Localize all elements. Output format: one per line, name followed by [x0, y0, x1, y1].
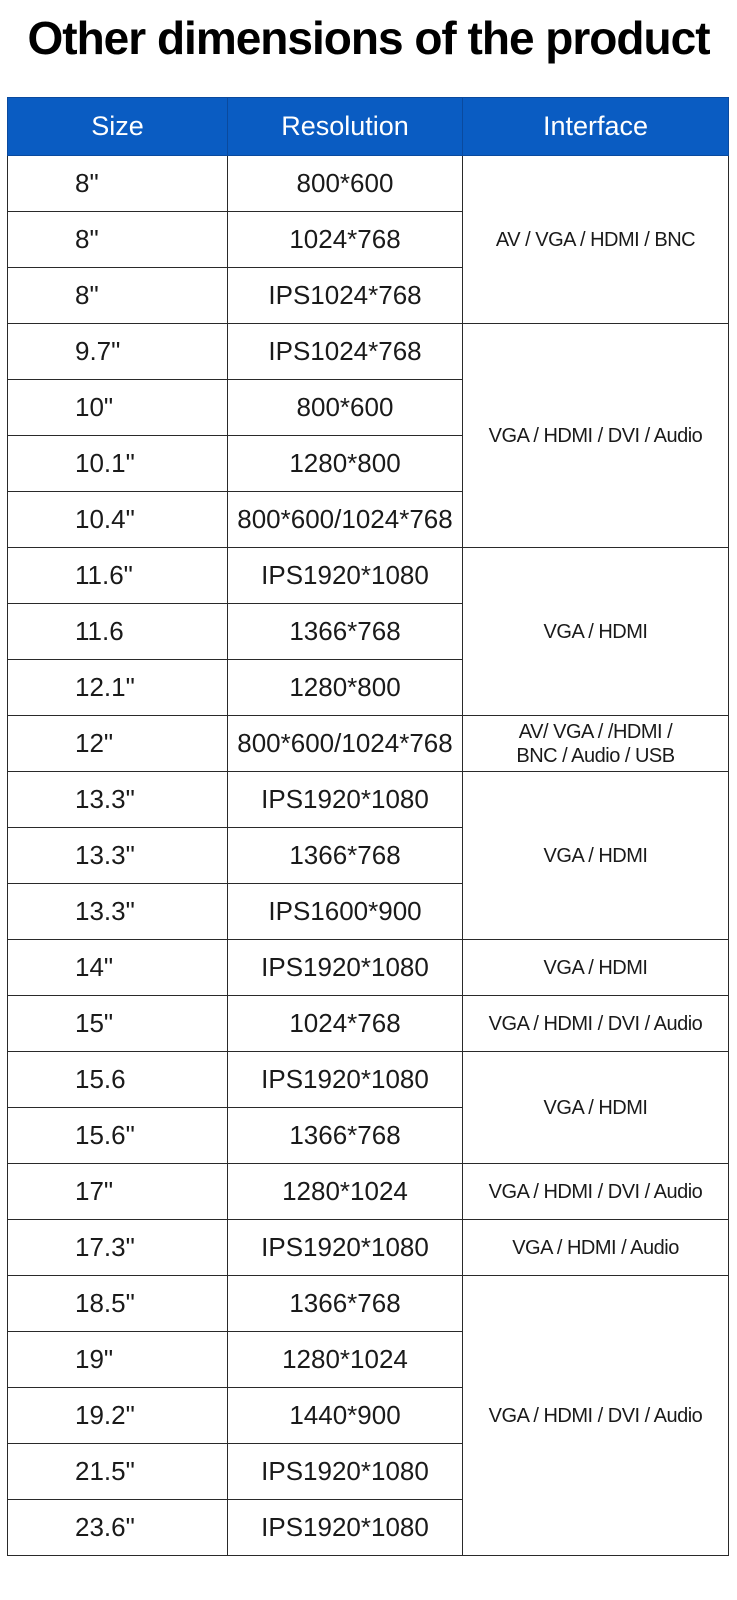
- interface-text: VGA / HDMI: [543, 956, 648, 979]
- resolution-cell: IPS1920*1080: [228, 940, 463, 996]
- interface-text: VGA / HDMI / DVI / Audio: [488, 1180, 703, 1203]
- resolution-cell: IPS1920*1080: [228, 1444, 463, 1500]
- interface-text: VGA / HDMI: [543, 620, 648, 643]
- size-cell: 17": [8, 1164, 228, 1220]
- size-cell: 23.6": [8, 1500, 228, 1556]
- size-cell: 15.6": [8, 1108, 228, 1164]
- size-cell: 8": [8, 156, 228, 212]
- resolution-cell: IPS1920*1080: [228, 772, 463, 828]
- resolution-cell: 800*600/1024*768: [228, 492, 463, 548]
- size-cell: 10": [8, 380, 228, 436]
- table-row: [8, 716, 729, 772]
- size-cell: 19": [8, 1332, 228, 1388]
- size-cell: 18.5": [8, 1276, 228, 1332]
- resolution-cell: 1366*768: [228, 604, 463, 660]
- table-row: [8, 772, 729, 828]
- resolution-cell: 1024*768: [228, 996, 463, 1052]
- interface-cell: [463, 156, 729, 324]
- size-cell: 13.3": [8, 828, 228, 884]
- resolution-cell: IPS1920*1080: [228, 1500, 463, 1556]
- size-cell: 19.2": [8, 1388, 228, 1444]
- resolution-cell: 1024*768: [228, 212, 463, 268]
- interface-cell: [463, 716, 729, 772]
- size-cell: 13.3": [8, 884, 228, 940]
- size-cell: 8": [8, 268, 228, 324]
- size-cell: 11.6": [8, 548, 228, 604]
- resolution-cell: 1280*800: [228, 436, 463, 492]
- table-header-row: [8, 98, 729, 156]
- column-header-interface: Interface: [463, 98, 729, 156]
- interface-cell: [463, 548, 729, 716]
- size-cell: 21.5": [8, 1444, 228, 1500]
- resolution-cell: 1280*1024: [228, 1164, 463, 1220]
- resolution-cell: 800*600: [228, 156, 463, 212]
- resolution-cell: 1366*768: [228, 1276, 463, 1332]
- interface-cell: [463, 1164, 729, 1220]
- size-cell: 13.3": [8, 772, 228, 828]
- size-cell: 9.7": [8, 324, 228, 380]
- resolution-cell: 1366*768: [228, 1108, 463, 1164]
- resolution-cell: 1280*1024: [228, 1332, 463, 1388]
- interface-text: VGA / HDMI / DVI / Audio: [488, 1012, 703, 1035]
- resolution-cell: 1280*800: [228, 660, 463, 716]
- interface-cell: [463, 324, 729, 548]
- interface-text: VGA / HDMI: [543, 1096, 648, 1119]
- size-cell: 15.6: [8, 1052, 228, 1108]
- size-cell: 17.3": [8, 1220, 228, 1276]
- table-row: [8, 324, 729, 380]
- resolution-cell: IPS1600*900: [228, 884, 463, 940]
- resolution-cell: IPS1920*1080: [228, 1220, 463, 1276]
- interface-text: VGA / HDMI / DVI / Audio: [488, 424, 703, 447]
- interface-cell: [463, 1276, 729, 1556]
- interface-text: AV/ VGA / /HDMI /: [518, 720, 673, 743]
- table-row: [8, 940, 729, 996]
- table-row: [8, 156, 729, 212]
- resolution-cell: 1366*768: [228, 828, 463, 884]
- interface-cell: [463, 1220, 729, 1276]
- table-body: [8, 156, 729, 1556]
- column-header-resolution: Resolution: [228, 98, 463, 156]
- interface-text: VGA / HDMI / Audio: [512, 1236, 679, 1259]
- interface-text: VGA / HDMI / DVI / Audio: [488, 1404, 703, 1427]
- interface-text: AV / VGA / HDMI / BNC: [495, 228, 696, 251]
- size-cell: 8": [8, 212, 228, 268]
- resolution-cell: 800*600/1024*768: [228, 716, 463, 772]
- size-cell: 12": [8, 716, 228, 772]
- size-cell: 12.1": [8, 660, 228, 716]
- resolution-cell: IPS1920*1080: [228, 1052, 463, 1108]
- table-row: [8, 1052, 729, 1108]
- resolution-cell: 1440*900: [228, 1388, 463, 1444]
- table-row: [8, 1276, 729, 1332]
- interface-cell: [463, 940, 729, 996]
- size-cell: 10.4": [8, 492, 228, 548]
- resolution-cell: IPS1024*768: [228, 324, 463, 380]
- table-row: [8, 1164, 729, 1220]
- interface-cell: [463, 996, 729, 1052]
- column-header-size: Size: [8, 98, 228, 156]
- size-cell: 14": [8, 940, 228, 996]
- interface-cell: [463, 772, 729, 940]
- size-cell: 11.6: [8, 604, 228, 660]
- interface-text: BNC / Audio / USB: [516, 744, 675, 767]
- resolution-cell: 800*600: [228, 380, 463, 436]
- size-cell: 15": [8, 996, 228, 1052]
- table-row: [8, 1220, 729, 1276]
- table-row: [8, 548, 729, 604]
- spec-table: [7, 97, 729, 1556]
- page-title: Other dimensions of the product: [27, 12, 710, 64]
- resolution-cell: IPS1920*1080: [228, 548, 463, 604]
- size-cell: 10.1": [8, 436, 228, 492]
- interface-text: VGA / HDMI: [543, 844, 648, 867]
- table-row: [8, 996, 729, 1052]
- interface-cell: [463, 1052, 729, 1164]
- resolution-cell: IPS1024*768: [228, 268, 463, 324]
